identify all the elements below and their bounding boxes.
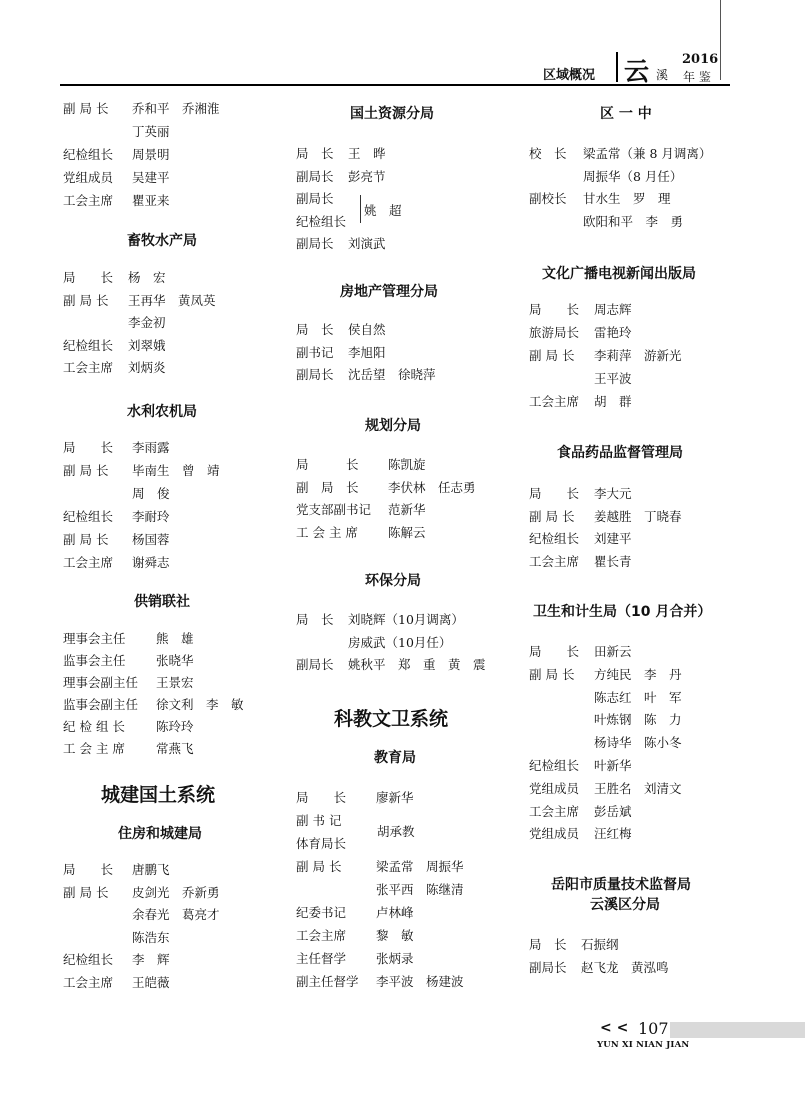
staff-names: 李平波 杨建波	[376, 974, 464, 989]
staff-row	[63, 463, 220, 479]
staff-names: 叶炼钢 陈 力	[594, 712, 682, 728]
staff-row	[63, 337, 166, 354]
staff-names: 刘建平	[594, 531, 632, 546]
staff-row	[529, 780, 682, 797]
staff-names: 陈浩东	[132, 929, 170, 945]
staff-names: 范新华	[388, 502, 426, 517]
staff-title: 副 局 长	[63, 101, 109, 116]
section-title-shipin: 食品药品监督管理局	[557, 445, 683, 461]
staff-row	[529, 325, 632, 341]
staff-row	[296, 191, 334, 207]
staff-names: 丁英丽	[132, 124, 170, 139]
guotu-brace	[356, 195, 361, 223]
staff-names: 徐文利 李 敏	[156, 697, 244, 712]
staff-title: 局 长	[529, 937, 567, 952]
staff-names: 赵飞龙 黄泓鸣	[581, 960, 669, 975]
staff-title: 副书记	[296, 344, 334, 360]
staff-title: 工会主席	[63, 193, 114, 208]
staff-row	[63, 952, 170, 968]
staff-names: 张炳录	[376, 951, 414, 966]
staff-names: 刘晓辉（10月调离）	[348, 612, 464, 627]
staff-row	[529, 553, 632, 570]
staff-title: 副局长	[296, 168, 334, 184]
staff-title: 工会主席	[529, 394, 580, 409]
system-title-chengjian: 城建国土系统	[101, 784, 216, 806]
section-title-shuili: 水利农机局	[127, 404, 197, 420]
staff-title: 工会主席	[63, 555, 114, 570]
staff-names: 卢林峰	[376, 905, 414, 920]
staff-title: 工会主席	[63, 974, 114, 990]
staff-row	[296, 502, 426, 518]
staff-row	[296, 612, 464, 628]
staff-row	[63, 862, 170, 878]
staff-title: 副 局 长	[63, 463, 109, 478]
staff-title: 副主任督学	[296, 974, 359, 989]
header-yearbook: 年 鉴	[683, 70, 711, 84]
staff-names: 周景明	[132, 147, 170, 162]
staff-title: 局 长	[296, 322, 334, 337]
staff-row	[296, 367, 436, 383]
staff-names: 李耐玲	[132, 509, 170, 524]
staff-names: 李大元	[594, 486, 632, 501]
staff-names: 方纯民 李 丹	[594, 666, 682, 682]
staff-title: 局 长	[63, 270, 114, 285]
staff-names: 乔和平 乔湘淮	[132, 101, 220, 116]
staff-title: 党组成员	[529, 780, 580, 796]
staff-names: 毕南生 曾 靖	[132, 463, 220, 478]
staff-title: 副 局 长	[529, 348, 575, 363]
section-title-quyizhong: 区 一 中	[600, 106, 652, 122]
staff-row	[529, 531, 632, 547]
staff-names: 皮剑光 乔新勇	[132, 884, 220, 900]
staff-names: 侯自然	[348, 322, 386, 337]
staff-row	[529, 666, 682, 683]
staff-names: 梁孟常（兼 8 月调离）	[583, 146, 712, 161]
staff-title: 局 长	[296, 146, 334, 161]
staff-title: 局 长	[63, 862, 114, 877]
staff-title: 副局长	[296, 657, 334, 672]
jiaoyu-merged-name: 胡承教	[377, 824, 415, 839]
staff-names: 雷艳玲	[594, 325, 632, 340]
staff-names: 杨 宏	[128, 270, 166, 285]
staff-title: 监事会副主任	[63, 697, 139, 712]
staff-row	[63, 719, 194, 735]
staff-row	[296, 146, 386, 162]
staff-row	[63, 360, 166, 376]
staff-title: 主任督学	[296, 951, 347, 966]
staff-row	[63, 440, 170, 456]
staff-names: 田新云	[594, 644, 632, 659]
section-title-guotu: 国土资源分局	[350, 106, 434, 122]
staff-title: 副 局 长	[63, 532, 109, 547]
staff-row	[63, 555, 170, 571]
staff-row	[529, 146, 712, 162]
staff-title: 校 长	[529, 146, 567, 161]
staff-names: 王景宏	[156, 675, 194, 690]
staff-title: 党组成员	[529, 826, 580, 842]
staff-row	[63, 532, 170, 548]
staff-title: 副 局 长	[529, 508, 575, 524]
staff-title: 副 书 记	[296, 813, 342, 828]
staff-row	[529, 960, 669, 976]
staff-title: 局 长	[296, 457, 359, 472]
staff-title: 纪 检 组 长	[63, 719, 125, 734]
header-vertical-rule	[720, 0, 721, 80]
staff-row	[296, 905, 414, 921]
staff-title: 局 长	[296, 612, 334, 627]
staff-names: 瞿长青	[594, 553, 632, 569]
section-title-xumu: 畜牧水产局	[127, 233, 197, 249]
staff-row	[63, 697, 244, 713]
staff-row	[529, 937, 619, 953]
staff-names: 李旭阳	[348, 344, 386, 360]
staff-row	[63, 147, 170, 163]
staff-names: 陈解云	[388, 524, 426, 540]
staff-names: 胡 群	[594, 394, 632, 409]
staff-names: 姚秋平 郑 重 黄 震	[348, 657, 486, 672]
section-title-huanbao: 环保分局	[365, 573, 421, 589]
staff-row	[63, 653, 194, 669]
staff-names: 王再华 黄凤英	[128, 292, 216, 308]
logo-char-yun: 云	[624, 57, 650, 86]
staff-title: 副局长	[296, 191, 334, 206]
staff-title: 旅游局长	[529, 325, 580, 340]
staff-row	[63, 974, 170, 991]
staff-title: 纪检组长	[63, 147, 114, 162]
staff-names: 张平西 陈继清	[376, 882, 464, 897]
staff-row	[529, 508, 682, 525]
staff-row	[296, 790, 414, 806]
staff-title: 工会主席	[529, 803, 580, 819]
staff-title: 纪委书记	[296, 905, 347, 920]
staff-title: 副局长	[296, 367, 334, 382]
staff-title: 副局长	[529, 960, 567, 975]
staff-names: 陈玲玲	[156, 719, 194, 734]
staff-names: 欧阳和平 李 勇	[583, 213, 684, 229]
footer-arrows-icon: < <	[600, 1020, 629, 1036]
staff-title: 工会主席	[529, 553, 580, 569]
staff-names: 黎 敏	[376, 928, 414, 943]
staff-title: 副 局 长	[529, 666, 575, 682]
section-title-fangdichan: 房地产管理分局	[340, 284, 438, 300]
staff-row	[63, 101, 220, 117]
staff-names: 叶新华	[594, 758, 632, 773]
staff-title: 局 长	[63, 440, 114, 455]
section-title-zhijian-2: 云溪区分局	[590, 897, 660, 913]
staff-title: 党组成员	[63, 170, 114, 185]
staff-row	[63, 509, 170, 525]
staff-row	[63, 270, 166, 286]
staff-names: 李莉萍 游新光	[594, 348, 682, 363]
staff-names: 王胜名 刘清文	[594, 780, 682, 796]
staff-row	[529, 826, 632, 842]
staff-row	[529, 758, 632, 774]
staff-row	[296, 657, 486, 673]
staff-title: 纪检组长	[63, 509, 114, 524]
staff-row	[529, 644, 632, 660]
staff-names: 吴建平	[132, 170, 170, 185]
staff-names: 沈岳望 徐晓萍	[348, 367, 436, 382]
staff-names: 廖新华	[376, 790, 414, 805]
section-title-jiaoyu: 教育局	[374, 750, 416, 766]
staff-row	[296, 928, 414, 944]
logo-char-xi: 溪	[656, 68, 669, 82]
staff-names: 李 辉	[132, 952, 170, 967]
staff-title: 理事会主任	[63, 631, 126, 646]
staff-title: 监事会主任	[63, 653, 126, 668]
header-section-title: 区域概况	[543, 68, 596, 83]
staff-row	[296, 859, 464, 875]
staff-names: 陈凯旋	[388, 457, 426, 472]
staff-title: 副局长	[296, 236, 334, 251]
staff-names: 张晓华	[156, 653, 194, 668]
staff-row	[296, 236, 386, 252]
staff-row	[63, 631, 194, 647]
staff-row	[63, 741, 194, 757]
staff-names: 周志辉	[594, 302, 632, 317]
staff-row	[529, 803, 632, 820]
staff-names: 李雨露	[132, 440, 170, 455]
staff-row	[63, 170, 170, 186]
staff-names: 彭亮节	[348, 168, 386, 184]
staff-row	[296, 322, 386, 338]
staff-row	[529, 348, 682, 364]
staff-names: 杨诗华 陈小冬	[594, 735, 682, 751]
staff-title: 工 会 主 席	[296, 524, 358, 540]
section-title-guihua: 规划分局	[365, 418, 421, 434]
staff-names: 余春光 葛亮才	[132, 907, 220, 922]
staff-title: 副 局 长	[296, 859, 342, 874]
section-title-wenguang: 文化广播电视新闻出版局	[542, 266, 696, 282]
footer-bar	[670, 1022, 805, 1038]
section-title-gongxiao: 供销联社	[134, 594, 190, 610]
footer-subtitle: YUN XI NIAN JIAN	[597, 1040, 690, 1050]
staff-title: 工会主席	[63, 360, 114, 375]
staff-row	[296, 479, 476, 496]
staff-names: 谢舜志	[132, 555, 170, 570]
staff-title: 局 长	[529, 486, 580, 501]
staff-title: 工会主席	[296, 928, 347, 943]
staff-title: 纪检组长	[63, 952, 114, 967]
staff-names: 石振纲	[581, 937, 619, 952]
guotu-merged-name: 姚 超	[364, 203, 402, 218]
staff-title: 局 长	[296, 790, 347, 805]
staff-title: 纪检组长	[296, 213, 347, 229]
staff-names: 彭岳斌	[594, 803, 632, 819]
staff-title: 纪检组长	[63, 337, 114, 353]
staff-row	[296, 344, 386, 361]
staff-names: 甘水生 罗 理	[583, 191, 671, 206]
staff-names: 刘翠娥	[128, 337, 166, 353]
staff-names: 瞿亚来	[132, 193, 170, 208]
staff-row	[529, 302, 632, 318]
section-title-weisheng: 卫生和计生局（10 月合并）	[533, 604, 712, 620]
staff-names: 杨国蓉	[132, 532, 170, 547]
staff-names: 周振华（8 月任）	[583, 168, 683, 184]
staff-title: 副 局 长	[63, 884, 109, 900]
staff-row	[296, 813, 341, 829]
staff-title: 工 会 主 席	[63, 741, 125, 756]
staff-title: 副校长	[529, 191, 567, 206]
section-title-zhufang: 住房和城建局	[118, 826, 202, 842]
staff-row	[296, 974, 464, 990]
staff-title: 理事会副主任	[63, 675, 139, 690]
staff-names: 刘炳炎	[128, 360, 166, 375]
staff-title: 局 长	[529, 302, 580, 317]
staff-names: 陈志红 叶 军	[594, 689, 682, 705]
header-year: 2016	[682, 52, 719, 67]
staff-row	[529, 486, 632, 502]
staff-names: 王平波	[594, 371, 632, 386]
staff-names: 常燕飞	[156, 741, 194, 756]
staff-title: 局 长	[529, 644, 580, 659]
staff-row	[63, 292, 216, 309]
staff-title: 副 局 长	[296, 479, 359, 495]
staff-row	[529, 191, 671, 207]
staff-row	[296, 214, 346, 230]
staff-row	[296, 524, 426, 541]
staff-names: 李金初	[128, 315, 166, 330]
staff-row	[63, 193, 170, 209]
staff-title: 副 局 长	[63, 292, 109, 308]
staff-row	[296, 457, 426, 473]
staff-names: 汪红梅	[594, 826, 632, 842]
staff-names: 刘演武	[348, 236, 386, 251]
staff-row	[296, 168, 386, 185]
staff-names: 李伏林 任志勇	[388, 479, 476, 495]
staff-row	[296, 836, 346, 852]
staff-title: 体育局长	[296, 836, 347, 851]
staff-row	[63, 884, 220, 901]
staff-names: 唐鹏飞	[132, 862, 170, 877]
staff-names: 姜越胜 丁晓春	[594, 508, 682, 524]
staff-title: 党支部副书记	[296, 502, 372, 517]
staff-title: 纪检组长	[529, 758, 580, 773]
staff-names: 房威武（10月任）	[348, 634, 452, 650]
header-separator	[616, 52, 618, 82]
staff-row	[63, 675, 194, 691]
footer-page-number: 107	[638, 1019, 669, 1038]
header-logo	[624, 52, 676, 84]
staff-names: 熊 雄	[156, 631, 194, 646]
staff-names: 周 俊	[132, 486, 170, 501]
section-title-zhijian-1: 岳阳市质量技术监督局	[551, 877, 691, 893]
staff-row	[296, 951, 414, 967]
staff-names: 王 晔	[348, 146, 386, 161]
staff-names: 梁孟常 周振华	[376, 859, 464, 874]
staff-row	[529, 394, 632, 410]
system-title-kejiao: 科教文卫系统	[334, 708, 449, 730]
staff-names: 王皑薇	[132, 974, 170, 990]
staff-title: 纪检组长	[529, 531, 580, 546]
